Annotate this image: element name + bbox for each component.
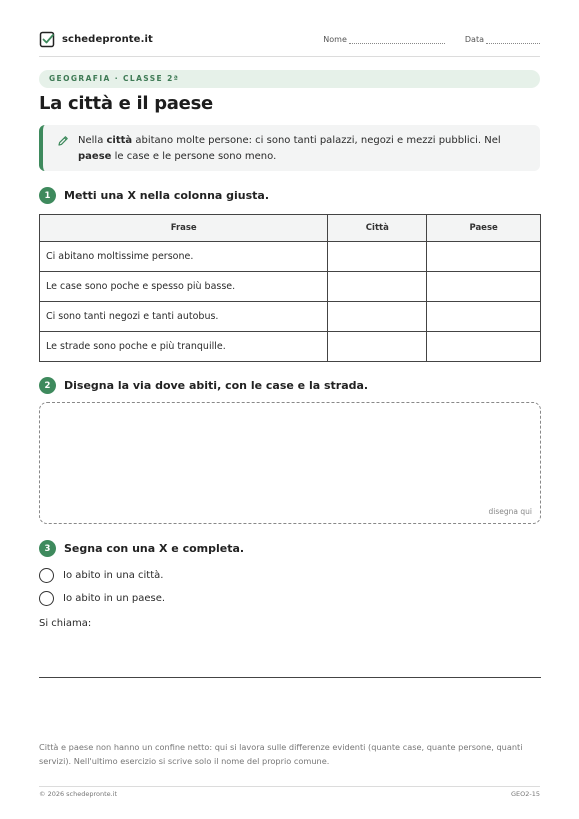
keyword-citta: città bbox=[106, 135, 133, 146]
option-citta[interactable] bbox=[39, 568, 163, 583]
brand-name: schedepronte.it bbox=[62, 34, 153, 45]
citta-answer-cell[interactable] bbox=[328, 302, 427, 332]
exercise-instruction: Segna con una X e completa. bbox=[64, 542, 245, 555]
subject-pill bbox=[39, 70, 540, 88]
column-header-citta: Città bbox=[328, 215, 427, 242]
teacher-note: Città e paese non hanno un confine netto: qui si lavora sulle differenze evidenti (quante case, quante persone, quanti servizi). Nell'ultimo esercizio si scrive solo il nome del proprio comune. bbox=[39, 742, 523, 766]
table-header-row bbox=[40, 215, 541, 242]
sentence-cell: Ci sono tanti negozi e tanti autobus. bbox=[40, 302, 328, 332]
date-line[interactable] bbox=[486, 36, 540, 44]
name-label: Nome bbox=[323, 35, 347, 44]
exercise-instruction: Metti una X nella colonna giusta. bbox=[64, 189, 270, 202]
exercise-2-heading bbox=[39, 377, 368, 394]
name-field[interactable] bbox=[323, 35, 445, 44]
paese-answer-cell[interactable] bbox=[427, 302, 541, 332]
student-fields bbox=[323, 35, 540, 44]
brand bbox=[39, 31, 153, 48]
exercise-instruction: Disegna la via dove abiti, con le case e la strada. bbox=[64, 379, 369, 392]
radio-circle[interactable] bbox=[39, 568, 54, 583]
footer-divider bbox=[39, 786, 540, 787]
table-row bbox=[40, 332, 541, 362]
info-box bbox=[39, 125, 540, 171]
table-row bbox=[40, 242, 541, 272]
exercise-1-heading bbox=[39, 187, 269, 204]
drawing-hint: disegna qui bbox=[488, 507, 532, 516]
exercise-3-heading bbox=[39, 540, 244, 557]
header-divider bbox=[39, 56, 540, 57]
radio-circle[interactable] bbox=[39, 591, 54, 606]
paese-answer-cell[interactable] bbox=[427, 242, 541, 272]
drawing-area[interactable] bbox=[39, 402, 541, 524]
name-prompt: Si chiama: bbox=[39, 618, 92, 629]
option-label: Io abito in una città. bbox=[63, 570, 164, 581]
page-title: La città e il paese bbox=[39, 93, 213, 114]
sentence-cell: Ci abitano moltissime persone. bbox=[40, 242, 328, 272]
info-text: Nella città abitano molte persone: ci sono tanti palazzi, negozi e mezzi pubblici. Nel paese le case e le persone sono meno. bbox=[78, 135, 501, 162]
sentence-cell: Le strade sono poche e più tranquille. bbox=[40, 332, 328, 362]
worksheet-code: GEO2-15 bbox=[510, 790, 540, 798]
keyword-paese: paese bbox=[78, 151, 112, 162]
name-line[interactable] bbox=[349, 36, 445, 44]
paese-answer-cell[interactable] bbox=[427, 332, 541, 362]
copyright: © 2026 schedepronte.it bbox=[39, 790, 118, 798]
column-header-frase: Frase bbox=[40, 215, 328, 242]
exercise-number: 1 bbox=[39, 187, 56, 204]
date-field[interactable] bbox=[465, 35, 540, 44]
exercise-number: 2 bbox=[39, 377, 56, 394]
exercise-number: 3 bbox=[39, 540, 56, 557]
classification-table bbox=[39, 214, 541, 362]
column-header-paese: Paese bbox=[427, 215, 541, 242]
option-label: Io abito in un paese. bbox=[63, 593, 166, 604]
answer-line[interactable] bbox=[39, 677, 541, 678]
citta-answer-cell[interactable] bbox=[328, 242, 427, 272]
paese-answer-cell[interactable] bbox=[427, 272, 541, 302]
citta-answer-cell[interactable] bbox=[328, 272, 427, 302]
date-label: Data bbox=[464, 35, 484, 44]
checkbox-document-icon bbox=[39, 31, 56, 48]
pencil-icon bbox=[57, 135, 69, 147]
citta-answer-cell[interactable] bbox=[328, 332, 427, 362]
sentence-cell: Le case sono poche e spesso più basse. bbox=[40, 272, 328, 302]
table-row bbox=[40, 272, 541, 302]
subject-label: GEOGRAFIA · CLASSE 2ª bbox=[49, 74, 180, 83]
table-row bbox=[40, 302, 541, 332]
option-paese[interactable] bbox=[39, 591, 165, 606]
